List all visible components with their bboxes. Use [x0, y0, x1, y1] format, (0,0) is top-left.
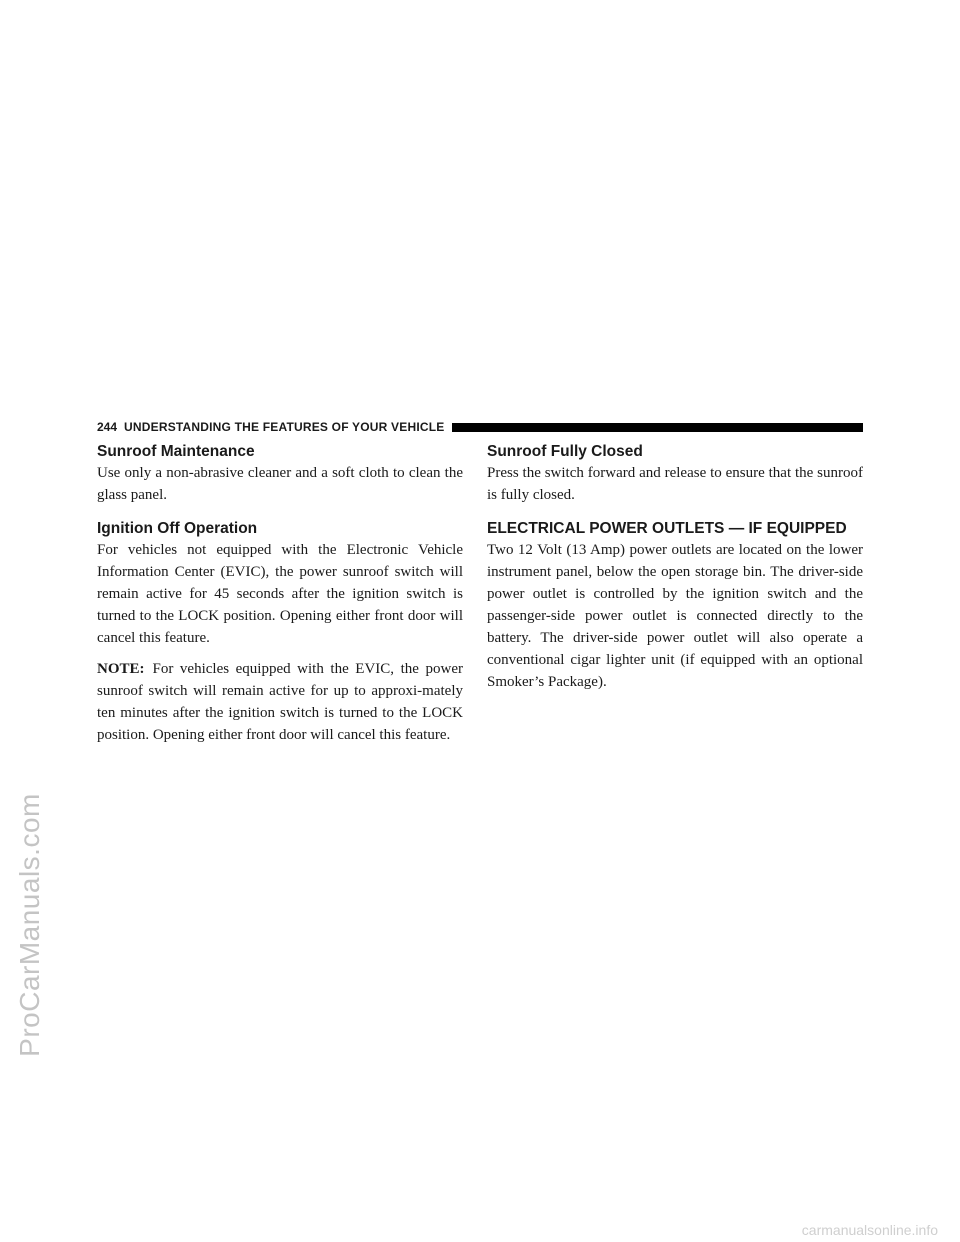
section-sunroof-fully-closed — [487, 442, 863, 506]
page-header — [97, 418, 863, 436]
note-label: NOTE: — [97, 661, 145, 677]
section-sunroof-maintenance — [97, 442, 463, 506]
heading-sunroof-fully-closed: Sunroof Fully Closed — [487, 443, 643, 460]
paragraph-power-outlets: Two 12 Volt (13 Amp) power outlets are located on the lower instrument panel, below the open storage bin. The driver-side power outlet is controlled by the ignition switch and the passenger-side power outlet is connected directly to the battery. The driver-side power outlet will also operate a conventional cigar lighter unit (if equipped with an optional Smoker’s Package). — [487, 542, 863, 690]
heading-power-outlets: ELECTRICAL POWER OUTLETS — IF EQUIPPED — [487, 520, 847, 537]
chapter-title: UNDERSTANDING THE FEATURES OF YOUR VEHICLE — [124, 420, 445, 434]
left-column — [97, 442, 463, 746]
note-text: For vehicles equipped with the EVIC, the power sunroof switch will remain active for up to approxi-mately ten minutes after the ignition switch is turned to the LOCK position. Opening either front door will cancel this feature. — [97, 661, 463, 743]
header-rule — [452, 423, 863, 432]
page-number: 244 — [97, 420, 118, 434]
paragraph-sunroof-maintenance: Use only a non-abrasive cleaner and a soft cloth to clean the glass panel. — [97, 465, 463, 503]
heading-sunroof-maintenance: Sunroof Maintenance — [97, 443, 255, 460]
side-watermark-text: ProCarManuals.com — [14, 793, 45, 1057]
paragraph-sunroof-fully-closed: Press the switch forward and release to ensure that the sunroof is fully closed. — [487, 465, 863, 503]
bottom-watermark: carmanualsonline.info — [801, 1222, 938, 1238]
right-column — [487, 442, 863, 693]
section-power-outlets — [487, 519, 863, 693]
paragraph-ignition-off: For vehicles not equipped with the Electronic Vehicle Information Center (EVIC), the power sunroof switch will remain active for 45 seconds after the ignition switch is turned to the LOCK position. Opening either front door will cancel this feature. — [97, 542, 463, 646]
section-ignition-off — [97, 519, 463, 746]
note-paragraph — [97, 658, 463, 746]
side-watermark — [0, 0, 60, 1242]
heading-ignition-off: Ignition Off Operation — [97, 520, 258, 537]
